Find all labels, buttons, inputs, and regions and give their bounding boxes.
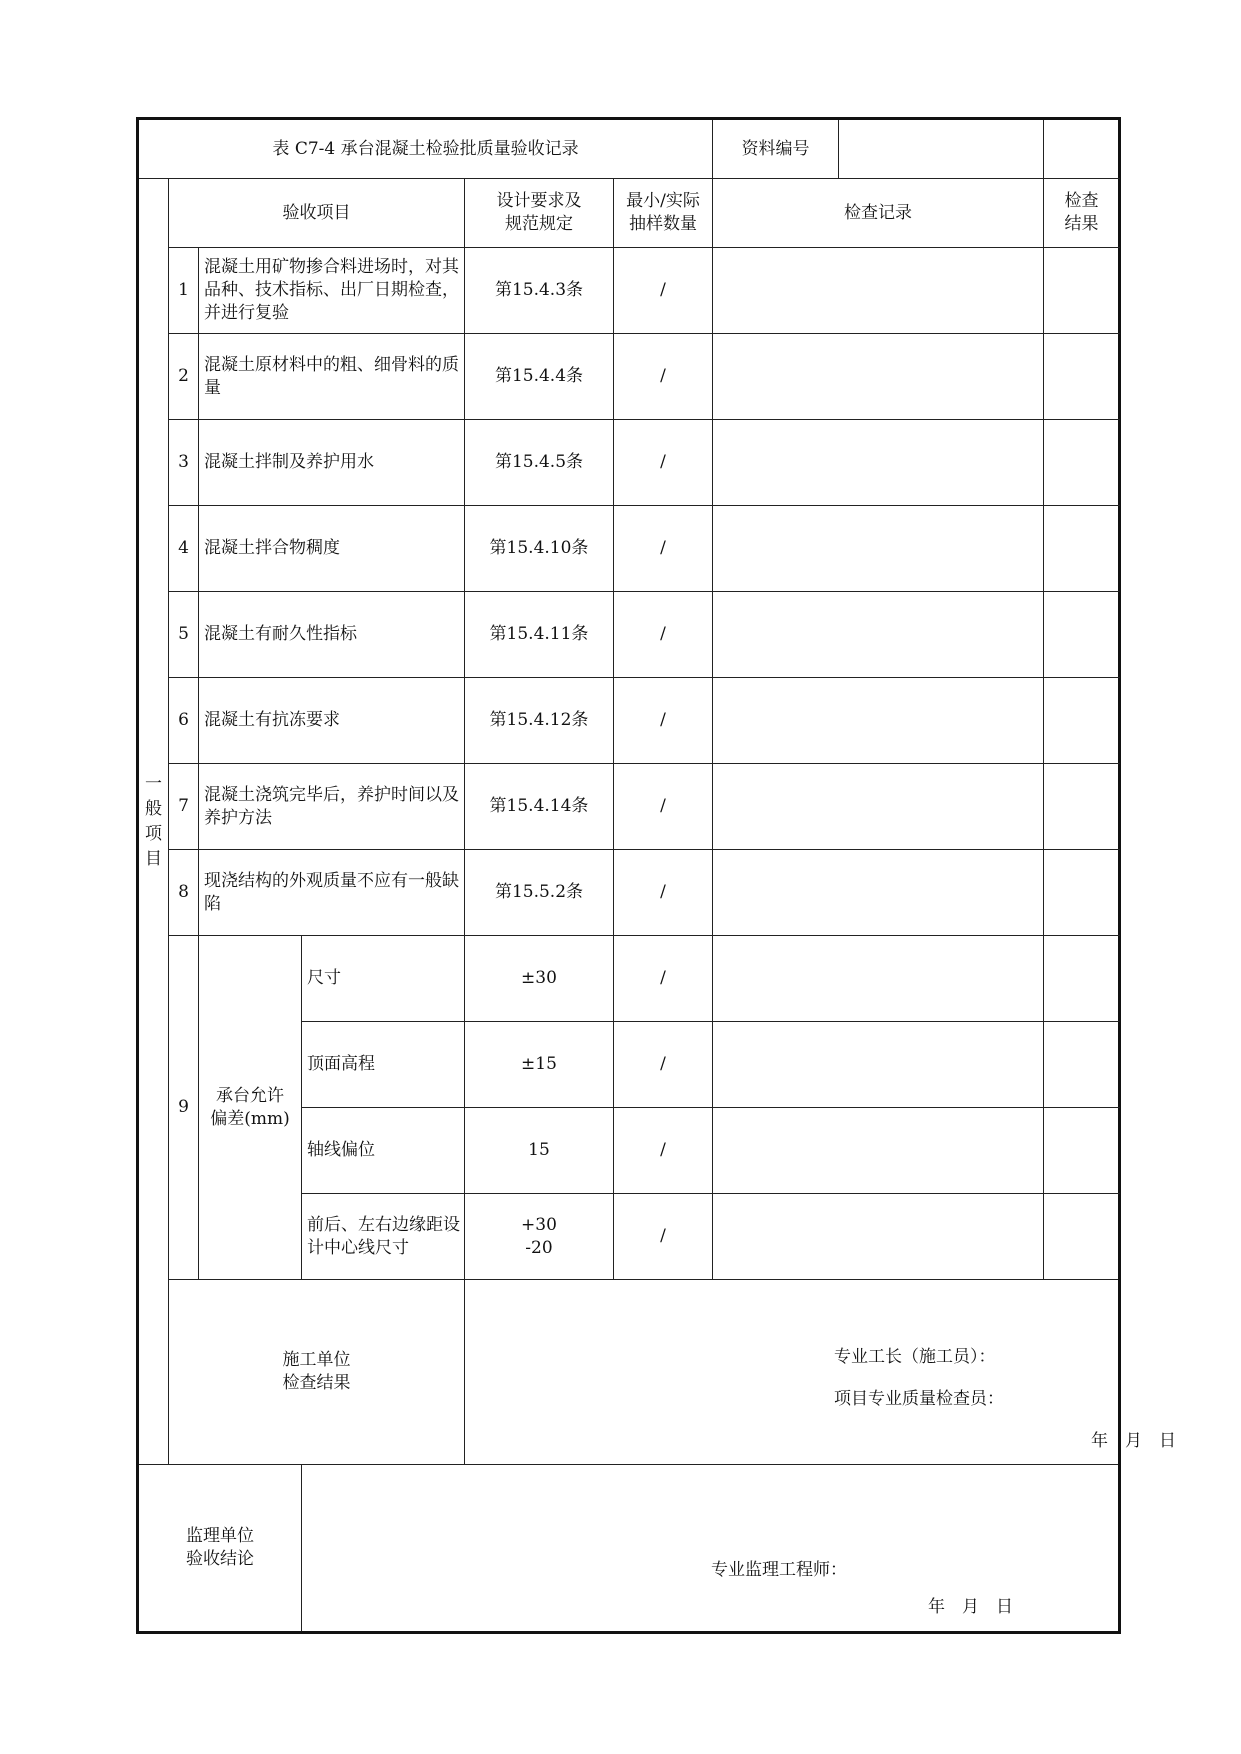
item-sample: / bbox=[614, 678, 713, 764]
header-item: 验收项目 bbox=[169, 179, 465, 248]
item-text: 混凝土有抗冻要求 bbox=[199, 678, 465, 764]
item-result-cell[interactable] bbox=[1044, 764, 1120, 850]
deviation-result-cell[interactable] bbox=[1044, 1022, 1120, 1108]
item-number: 4 bbox=[169, 506, 199, 592]
item-result-cell[interactable] bbox=[1044, 592, 1120, 678]
item-result-cell[interactable] bbox=[1044, 248, 1120, 334]
construction-signoff[interactable] bbox=[465, 1280, 1176, 1465]
item-sample: / bbox=[614, 850, 713, 936]
item-text: 混凝土有耐久性指标 bbox=[199, 592, 465, 678]
table-row bbox=[138, 248, 1120, 334]
item-number: 6 bbox=[169, 678, 199, 764]
deviation-record-cell[interactable] bbox=[713, 1108, 1044, 1194]
deviation-result-cell[interactable] bbox=[1044, 936, 1120, 1022]
item-result-cell[interactable] bbox=[1044, 506, 1120, 592]
header-design: 设计要求及 规范规定 bbox=[465, 179, 614, 248]
deviation-name: 顶面高程 bbox=[302, 1022, 465, 1108]
item-number: 5 bbox=[169, 592, 199, 678]
item-result-cell[interactable] bbox=[1044, 420, 1120, 506]
item-sample: / bbox=[614, 764, 713, 850]
deviation-result-cell[interactable] bbox=[1044, 1194, 1120, 1280]
doc-number-label: 资料编号 bbox=[741, 138, 810, 159]
supervising-engineer-label: 专业监理工程师： bbox=[711, 1560, 847, 1580]
deviation-sample: / bbox=[614, 1022, 713, 1108]
construction-signoff-row bbox=[138, 1280, 1120, 1465]
item-spec: 第15.4.12条 bbox=[465, 678, 614, 764]
header-record: 检查记录 bbox=[713, 179, 1044, 248]
item-spec: 第15.4.5条 bbox=[465, 420, 614, 506]
deviation-record-cell[interactable] bbox=[713, 1022, 1044, 1108]
deviation-spec: ±15 bbox=[465, 1022, 614, 1108]
deviation-result-cell[interactable] bbox=[1044, 1108, 1120, 1194]
deviation-spec: 15 bbox=[465, 1108, 614, 1194]
table-row bbox=[138, 334, 1120, 420]
deviation-sample: / bbox=[614, 1194, 713, 1280]
table-row bbox=[138, 936, 1120, 1022]
item-record-cell[interactable] bbox=[713, 248, 1044, 334]
item-text: 混凝土原材料中的粗、细骨料的质量 bbox=[199, 334, 465, 420]
deviation-spec: ±30 bbox=[465, 936, 614, 1022]
table-row bbox=[138, 678, 1120, 764]
item-number: 9 bbox=[169, 936, 199, 1280]
deviation-name: 轴线偏位 bbox=[302, 1108, 465, 1194]
doc-number-field[interactable] bbox=[838, 120, 1043, 178]
supervision-date: 年 月 日 bbox=[928, 1597, 1013, 1617]
construction-label: 施工单位 检查结果 bbox=[169, 1280, 465, 1465]
inspector-label: 项目专业质量检查员： bbox=[834, 1389, 1004, 1409]
item-record-cell[interactable] bbox=[713, 850, 1044, 936]
form-title: 表 C7-4 承台混凝土检验批质量验收记录 bbox=[138, 119, 713, 179]
header-sample: 最小/实际 抽样数量 bbox=[614, 179, 713, 248]
supervision-signoff-row bbox=[138, 1465, 1120, 1633]
deviation-record-cell[interactable] bbox=[713, 936, 1044, 1022]
deviation-label: 承台允许 偏差(mm) bbox=[199, 936, 302, 1280]
foreman-label: 专业工长（施工员）： bbox=[834, 1347, 996, 1367]
supervision-label: 监理单位 验收结论 bbox=[138, 1465, 302, 1633]
item-sample: / bbox=[614, 334, 713, 420]
table-row bbox=[138, 592, 1120, 678]
item-sample: / bbox=[614, 592, 713, 678]
item-record-cell[interactable] bbox=[713, 678, 1044, 764]
item-text: 混凝土浇筑完毕后，养护时间以及养护方法 bbox=[199, 764, 465, 850]
table-row bbox=[138, 764, 1120, 850]
inspection-form bbox=[136, 117, 1176, 1634]
item-record-cell[interactable] bbox=[713, 334, 1044, 420]
item-result-cell[interactable] bbox=[1044, 678, 1120, 764]
item-spec: 第15.4.14条 bbox=[465, 764, 614, 850]
item-number: 1 bbox=[169, 248, 199, 334]
deviation-sample: / bbox=[614, 1108, 713, 1194]
construction-date: 年 月 日 bbox=[1091, 1431, 1176, 1451]
item-record-cell[interactable] bbox=[713, 764, 1044, 850]
table-row bbox=[138, 850, 1120, 936]
item-spec: 第15.5.2条 bbox=[465, 850, 614, 936]
item-text: 混凝土拌合物稠度 bbox=[199, 506, 465, 592]
item-text: 混凝土用矿物掺合料进场时，对其品种、技术指标、出厂日期检查，并进行复验 bbox=[199, 248, 465, 334]
deviation-name: 尺寸 bbox=[302, 936, 465, 1022]
item-record-cell[interactable] bbox=[713, 592, 1044, 678]
item-spec: 第15.4.3条 bbox=[465, 248, 614, 334]
item-spec: 第15.4.10条 bbox=[465, 506, 614, 592]
item-result-cell[interactable] bbox=[1044, 334, 1120, 420]
form-table bbox=[136, 117, 1176, 1634]
item-spec: 第15.4.4条 bbox=[465, 334, 614, 420]
table-row bbox=[138, 420, 1120, 506]
item-sample: / bbox=[614, 248, 713, 334]
deviation-spec: +30 -20 bbox=[465, 1194, 614, 1280]
doc-number-field-ext[interactable] bbox=[1044, 119, 1120, 179]
item-spec: 第15.4.11条 bbox=[465, 592, 614, 678]
deviation-name: 前后、左右边缘距设计中心线尺寸 bbox=[302, 1194, 465, 1280]
item-text: 混凝土拌制及养护用水 bbox=[199, 420, 465, 506]
item-number: 8 bbox=[169, 850, 199, 936]
item-number: 2 bbox=[169, 334, 199, 420]
item-record-cell[interactable] bbox=[713, 420, 1044, 506]
item-number: 3 bbox=[169, 420, 199, 506]
item-sample: / bbox=[614, 420, 713, 506]
item-number: 7 bbox=[169, 764, 199, 850]
deviation-record-cell[interactable] bbox=[713, 1194, 1044, 1280]
table-row bbox=[138, 506, 1120, 592]
item-result-cell[interactable] bbox=[1044, 850, 1120, 936]
header-result: 检查 结果 bbox=[1044, 179, 1120, 248]
deviation-sample: / bbox=[614, 936, 713, 1022]
item-record-cell[interactable] bbox=[713, 506, 1044, 592]
category-general-items: 一 般 项 目 bbox=[138, 179, 169, 1465]
item-sample: / bbox=[614, 506, 713, 592]
item-text: 现浇结构的外观质量不应有一般缺陷 bbox=[199, 850, 465, 936]
supervision-signoff[interactable] bbox=[302, 1465, 1120, 1633]
